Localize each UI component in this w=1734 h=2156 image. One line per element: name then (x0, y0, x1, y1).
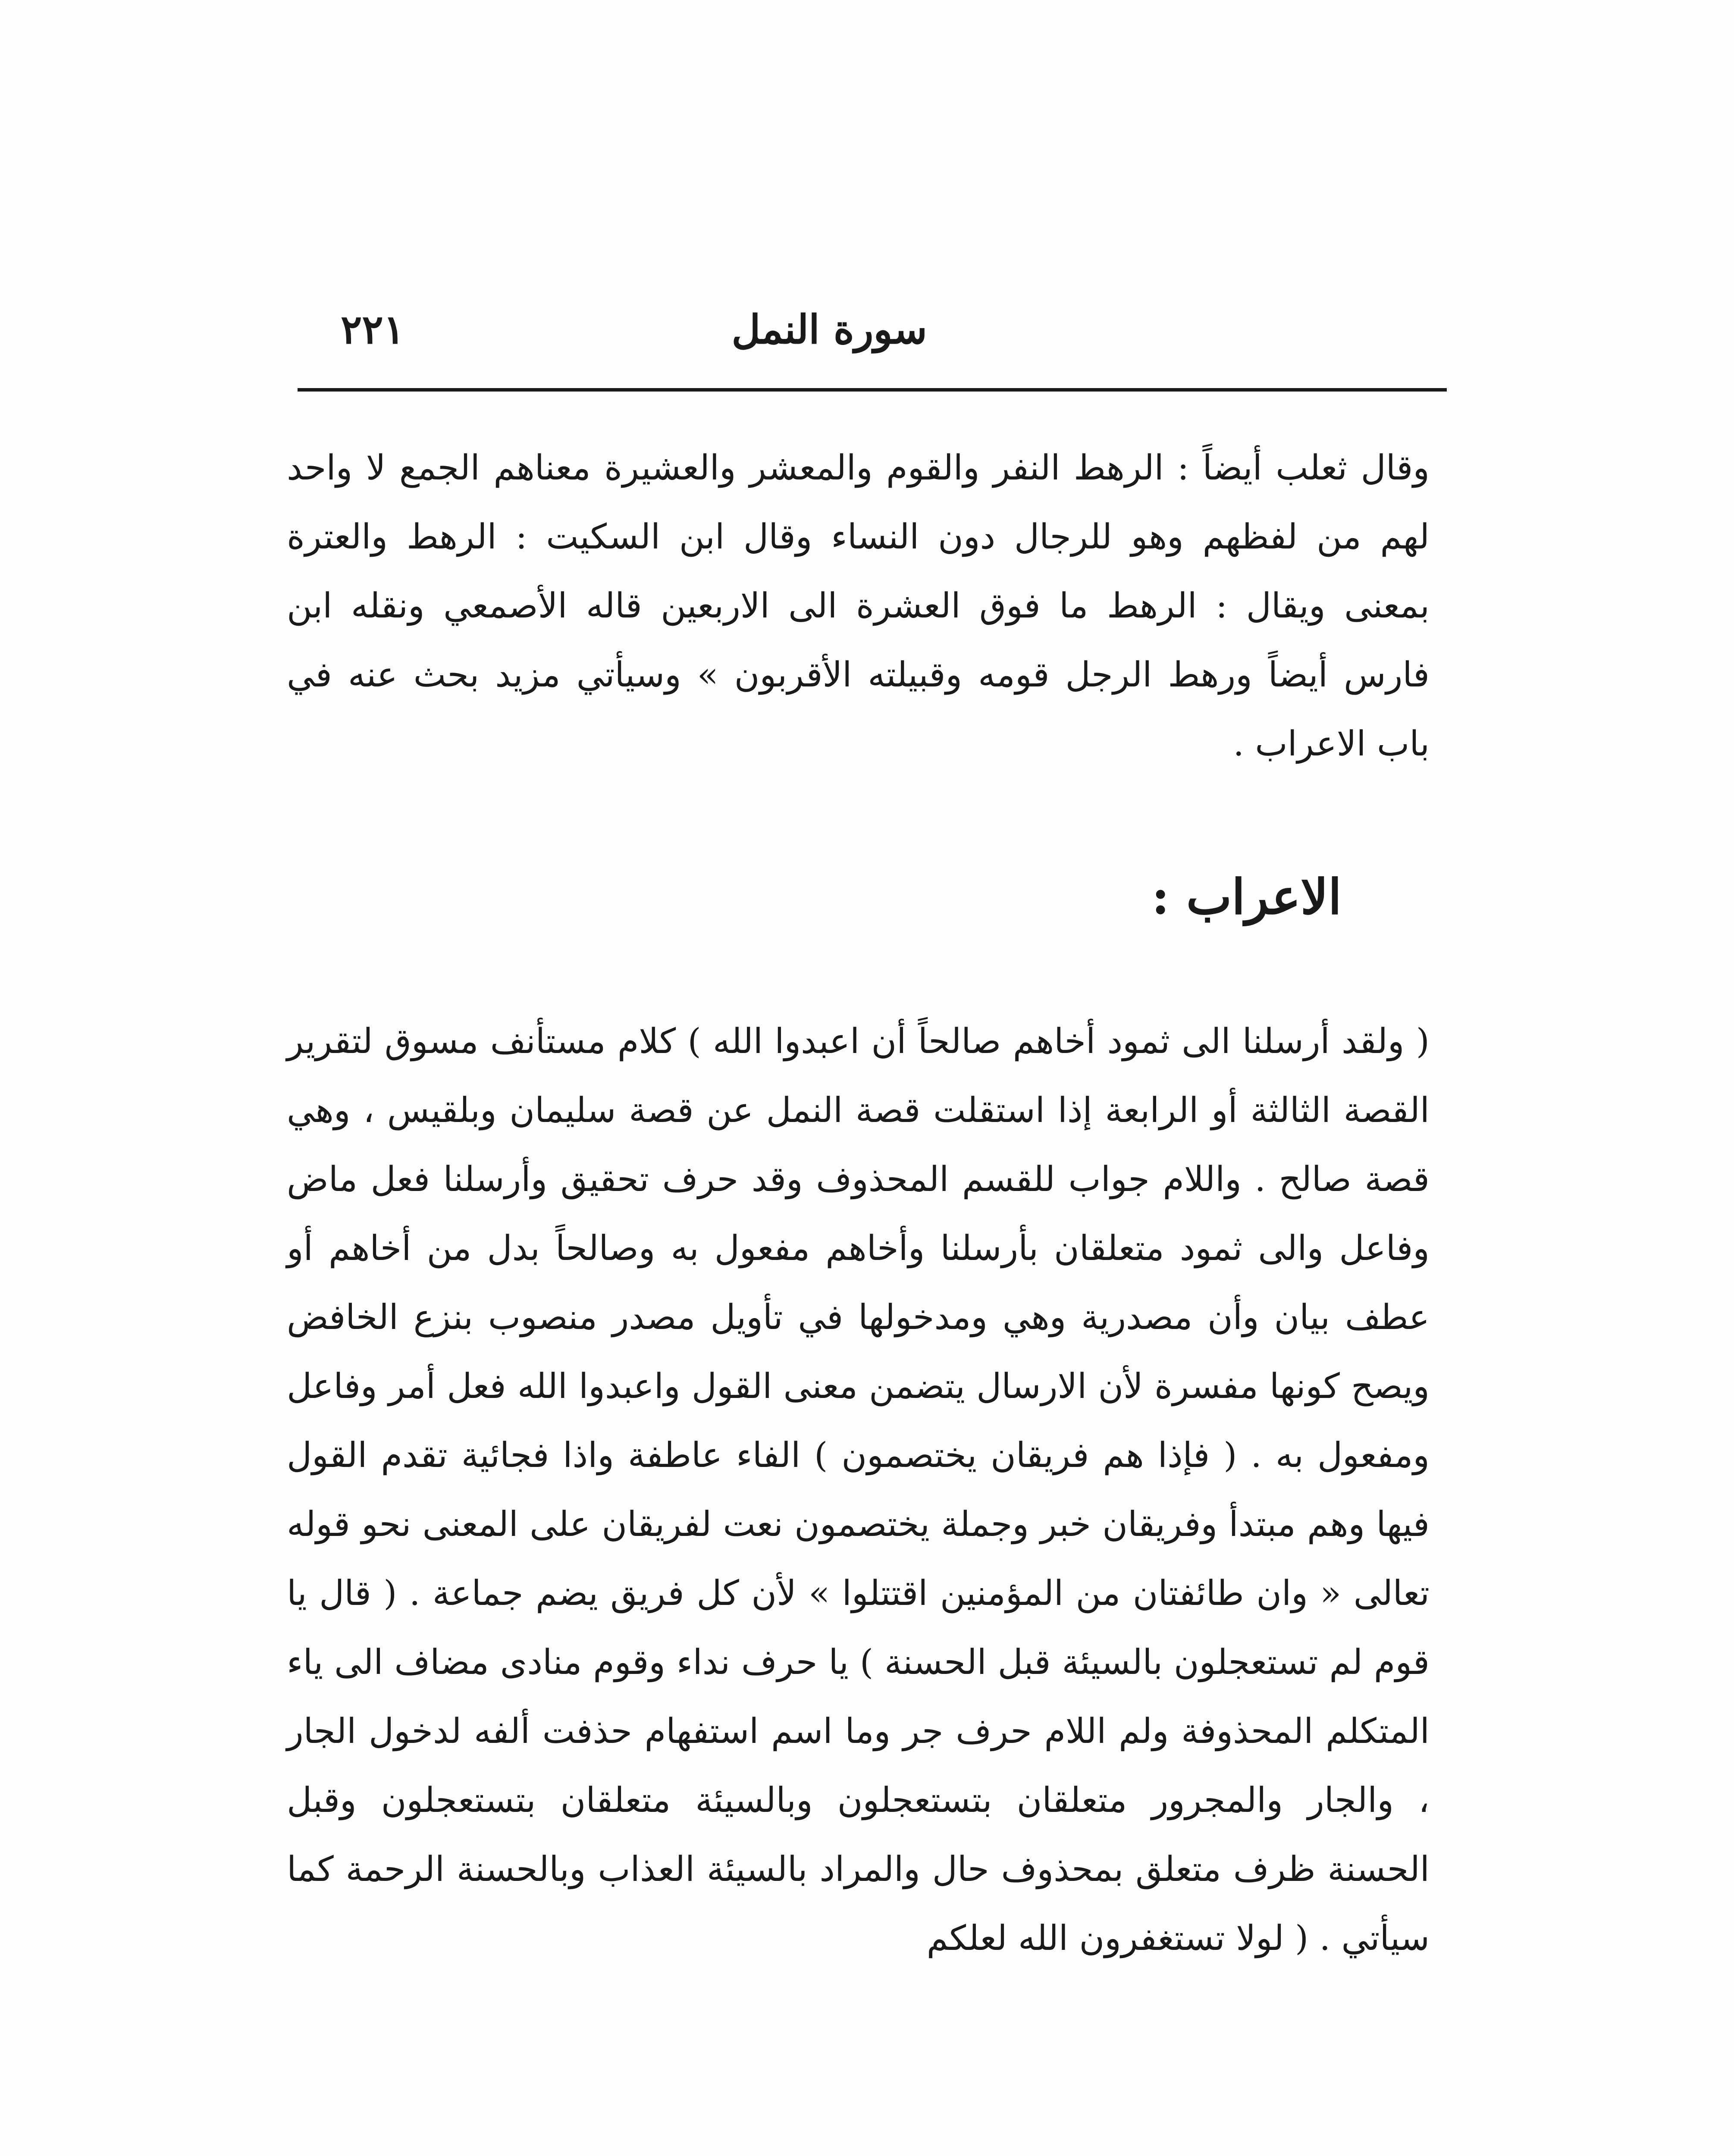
intro-paragraph (287, 433, 1430, 778)
section-heading: الاعراب : (1151, 869, 1342, 925)
page-header (293, 298, 1449, 379)
intro-text: وقال ثعلب أيضاً : الرهط النفر والقوم والمعشر والعشيرة معناهم الجمع لا واحد لهم من لفظهم وهو للرجال دون النساء وقال ابن السكيت : الرهط والعترة بمعنى ويقال : الرهط ما فوق العشرة الى الاربعين قاله الأصمعي ونقله ابن فارس أيضاً ورهط الرجل قومه وقبيلته الأقربون » وسيأتي مزيد بحث عنه في باب الاعراب . (287, 448, 1430, 764)
header-divider (298, 388, 1447, 392)
page-title: سورة النمل (731, 306, 927, 353)
body-paragraph (287, 1007, 1430, 1973)
body-text: ( ولقد أرسلنا الى ثمود أخاهم صالحاً أن اعبدوا الله ) كلام مستأنف مسوق لتقرير القصة الثالثة أو الرابعة إذا استقلت قصة النمل عن قصة سليمان وبلقيس ، وهي قصة صالح . واللام جواب للقسم المحذوف وقد حرف تحقيق وأرسلنا فعل ماض وفاعل والى ثمود متعلقان بأرسلنا وأخاهم مفعول به وصالحاً بدل من أخاهم أو عطف بيان وأن مصدرية وهي ومدخولها في تأويل مصدر منصوب بنزع الخافض ويصح كونها مفسرة لأن الارسال يتضمن معنى القول واعبدوا الله فعل أمر وفاعل ومفعول به . ( فإذا هم فريقان يختصمون ) الفاء عاطفة واذا فجائية تقدم القول فيها وهم مبتدأ وفريقان خبر وجملة يختصمون نعت لفريقان على المعنى نحو قوله تعالى « وان طائفتان من المؤمنين اقتتلوا » لأن كل فريق يضم جماعة . ( قال يا قوم لم تستعجلون بالسيئة قبل الحسنة ) يا حرف نداء وقوم منادى مضاف الى ياء المتكلم المحذوفة ولم اللام حرف جر وما اسم استفهام حذفت ألفه لدخول الجار ، والجار والمجرور متعلقان بتستعجلون وبالسيئة متعلقان بتستعجلون وقبل الحسنة ظرف متعلق بمحذوف حال والمراد بالسيئة العذاب وبالحسنة الرحمة كما سيأتي . ( لولا تستغفرون الله لعلكم (287, 1021, 1430, 1958)
page-number: ٢٢١ (341, 306, 405, 353)
